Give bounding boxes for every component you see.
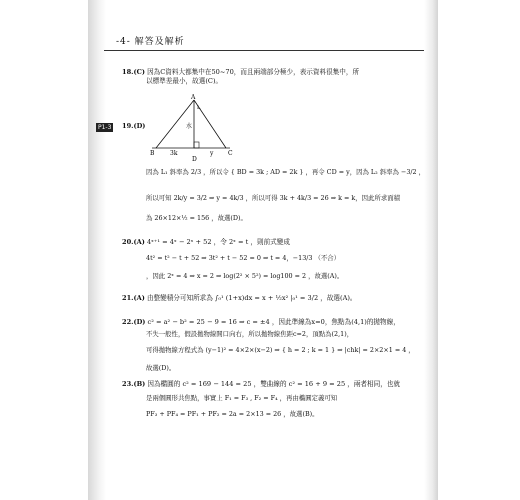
answer-text: 是兩個圓形共焦點，事實上 F₁ = F₃ , F₂ = F₄ ，再由橢圓定義可知 — [146, 394, 338, 402]
answer-number: 21.(A) — [122, 294, 145, 302]
answer-text: 以標準差最小，故選(C)。 — [146, 77, 223, 85]
answer-text: 4t² = t² − t + 52 ⇒ 3t² + t − 52 = 0 ⇒ t = 4，−13/3 （不合） — [146, 254, 341, 262]
answer-text: 為 26×12×½ = 156 ，故選(D)。 — [146, 214, 247, 222]
line-l1-label: L — [197, 105, 201, 111]
page-header: -4- 解答及解析 — [116, 37, 185, 47]
page-gutter-right — [424, 0, 438, 500]
answer-text: 所以可知 2k/y = 3/2 ⇒ y = 4k/3 ，所以可得 3k + 4k/3 = 26 ⇒ k = k，因此所求面積 — [146, 194, 400, 202]
answer-text: 故選(D)。 — [146, 364, 176, 372]
answer-text: 不失一般性，假設拋物線開口向右，所以拋物線焦距c=2，頂點為(2,1)， — [146, 330, 354, 338]
answer-text: 因為C資料大都集中在50~70，而且兩端部分極少，表示資料很集中，所 — [147, 68, 360, 76]
answer-18 — [122, 68, 412, 86]
answer-text: ，因此 2ˣ = 4 ⇒ x = 2 ⇒ log(2² × 5²) = log100 = 2 ，故選(A)。 — [146, 272, 344, 280]
answer-text: 4ˣ⁺¹ = 4ˣ − 2ˣ + 52 ，令 2ˣ = t ，則前式變成 — [146, 238, 290, 246]
answer-number: 18.(C) — [122, 68, 145, 76]
section-tab: P1-3 — [98, 124, 112, 131]
vertex-b-label: B — [150, 150, 155, 157]
answer-number: 23.(B) — [122, 380, 146, 388]
answer-text: 由整變積分可知所求為 ∫₀¹ (1+x)dx = x + ½x² |₀¹ = 3/2 ，故選(A)。 — [146, 294, 357, 302]
vertex-a-label: A — [191, 94, 196, 101]
answer-text: c² = a² − b² = 25 − 9 = 16 ⇒ c = ±4 ，因此準線為x=0，焦點為(4,1)的拋物線， — [147, 318, 400, 326]
segment-cd-label: y — [210, 150, 214, 157]
answer-text: 因為 L₁ 斜率為 2/3 ，所以令 { BD = 3k ; AD = 2k } ，再令 CD = y，因為 L₂ 斜率為 −3/2 ， — [146, 168, 426, 176]
header-rule — [104, 50, 424, 51]
page-gutter-left — [88, 0, 106, 500]
vertex-d-label: D — [192, 156, 197, 162]
answer-21 — [122, 294, 412, 303]
segment-bd-label: 3k — [170, 150, 178, 157]
answer-number: 22.(D) — [122, 318, 146, 326]
answer-number: 20.(A) — [122, 238, 145, 246]
height-label: 水 — [186, 123, 193, 130]
answer-22 — [122, 318, 412, 327]
answer-text: PF₃ + PF₄ = PF₁ + PF₂ = 2a = 2×13 = 26 ，故選(B)。 — [146, 410, 319, 418]
answer-20 — [122, 238, 412, 247]
answer-number: 19.(D) — [122, 122, 146, 130]
vertex-c-label: C — [228, 150, 233, 157]
answer-19 — [122, 122, 412, 131]
answer-text: 可得拋物線方程式為 (y−1)² = 4×2×(x−2) ⇒ { h = 2 ; k = 1 } ⇒ |chk| = 2×2×1 = 4 ， — [146, 346, 415, 354]
answer-text: 因為橢圓的 c² = 169 − 144 = 25 ，雙曲線的 c² = 16 + 9 = 25 ，兩者相同，也就 — [147, 380, 400, 388]
answer-23 — [122, 380, 412, 389]
